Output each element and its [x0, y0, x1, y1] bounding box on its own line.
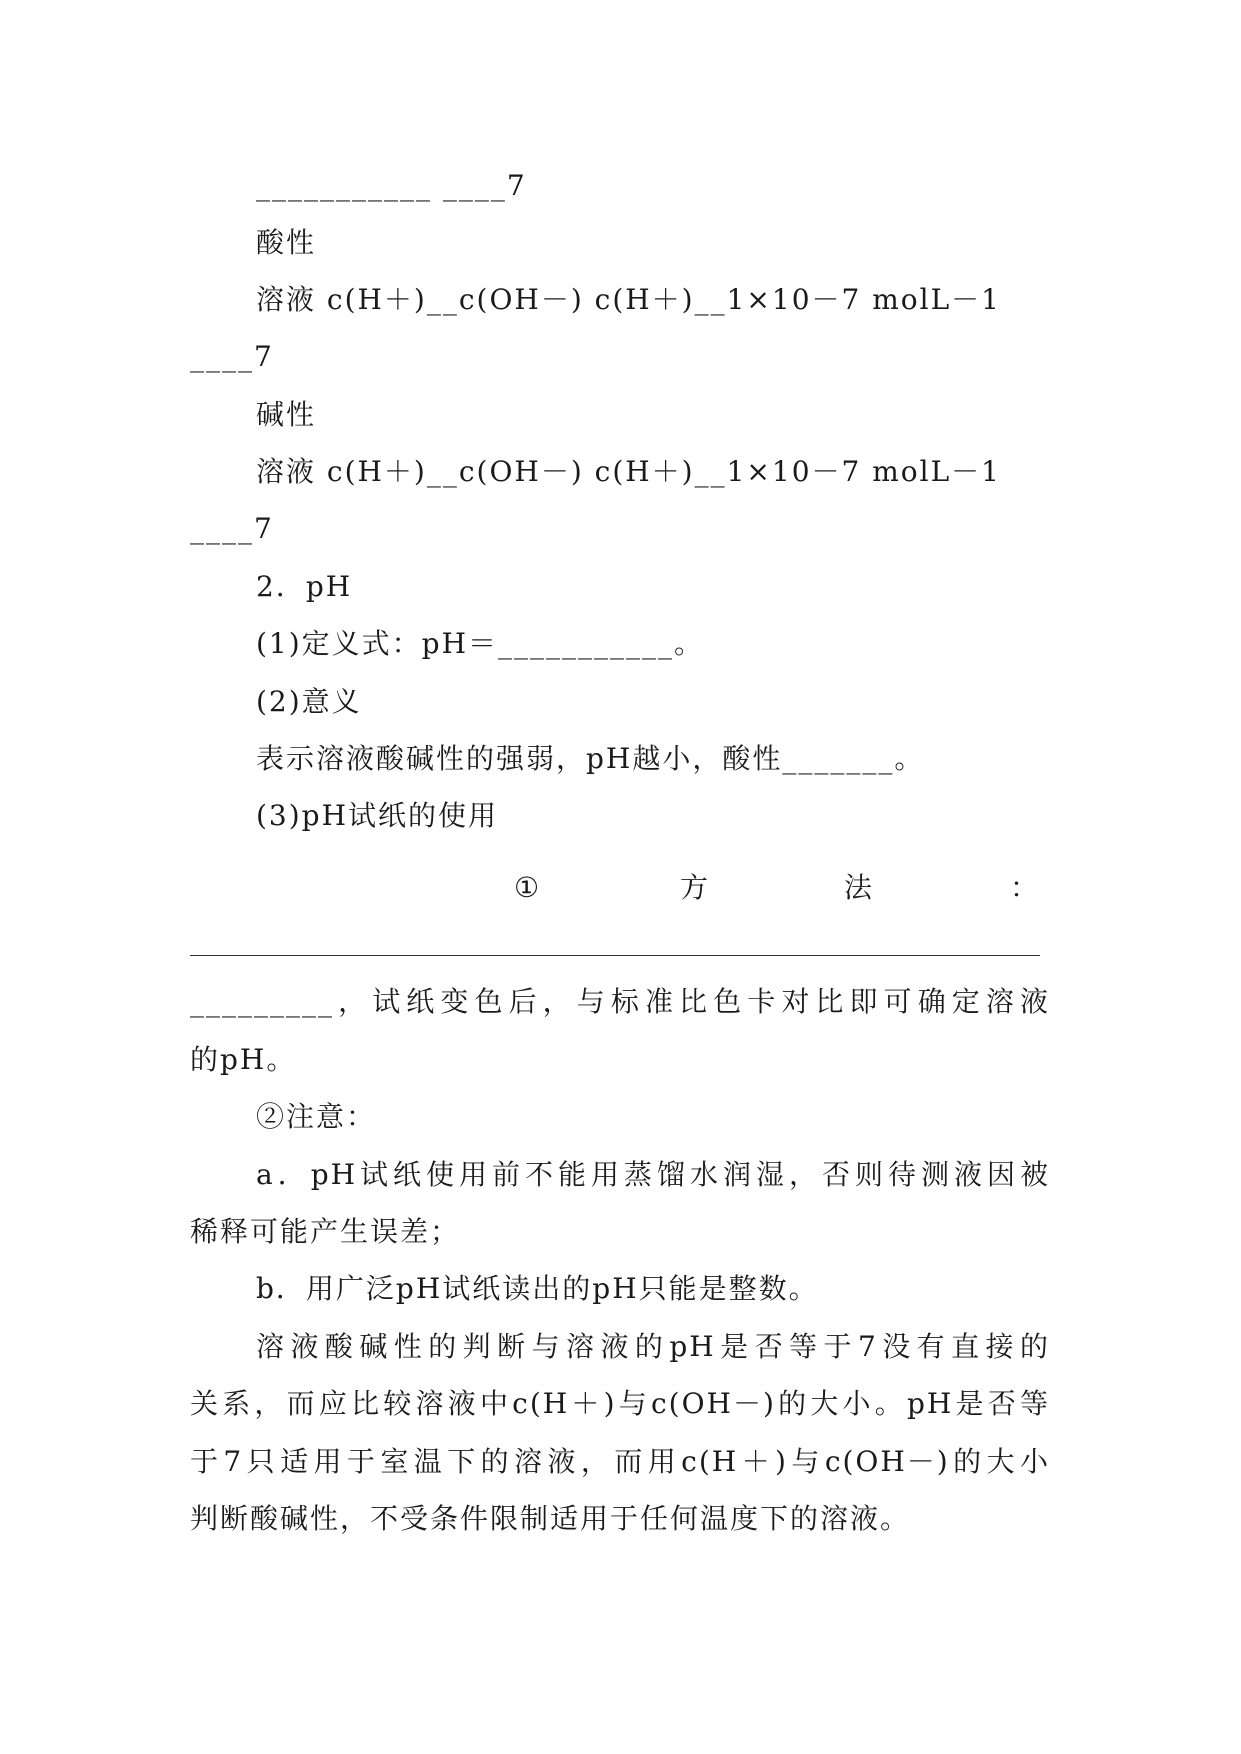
ph-paper-heading: (3)pH试纸的使用: [256, 799, 499, 832]
heading-acidic: 酸性: [256, 226, 317, 259]
meaning-heading: (2)意义: [256, 685, 362, 718]
method-char-2: 法: [844, 871, 873, 904]
method-text-line-2: 的pH。: [190, 1043, 297, 1076]
method-line: [190, 868, 1050, 908]
summary-line-4: 判断酸碱性，不受条件限制适用于任何温度下的溶液。: [190, 1502, 911, 1535]
note-heading: ②注意：: [256, 1100, 377, 1133]
note-b-line: b．用广泛pH试纸读出的pH只能是整数。: [256, 1272, 819, 1305]
summary-line-3: 于7只适用于室温下的溶液，而用c(H＋)与c(OH－)的大小: [190, 1445, 1050, 1478]
acidic-ph-blank: ____7: [190, 340, 274, 373]
method-char-1: 方: [680, 871, 709, 904]
method-colon: ：: [1010, 871, 1039, 904]
meaning-text: 表示溶液酸碱性的强弱，pH越小，酸性_______。: [256, 742, 925, 775]
definition-line: (1)定义式：pH＝___________。: [256, 627, 705, 660]
heading-basic: 碱性: [256, 398, 317, 431]
basic-ph-blank: ____7: [190, 512, 274, 545]
acidic-solution-line: 溶液 c(H＋)__c(OH－) c(H＋)__1×10－7 molL－1: [256, 283, 1001, 316]
summary-line-2: 关系，而应比较溶液中c(H＋)与c(OH－)的大小。pH是否等: [190, 1387, 1050, 1420]
basic-solution-line: 溶液 c(H＋)__c(OH－) c(H＋)__1×10－7 molL－1: [256, 455, 1001, 488]
note-a-line-2: 稀释可能产生误差；: [190, 1215, 461, 1248]
summary-line-1: 溶液酸碱性的判断与溶液的pH是否等于7没有直接的: [256, 1330, 1050, 1363]
note-a-line-1: a．pH试纸使用前不能用蒸馏水润湿，否则待测液因被: [256, 1158, 1050, 1191]
method-text-line-1: _________，试纸变色后，与标准比色卡对比即可确定溶液: [190, 985, 1050, 1018]
blank-line-neutral: ___________ ____7: [256, 169, 527, 202]
method-blank-rule: [190, 955, 1040, 956]
method-number: ①: [514, 871, 540, 904]
section-ph-heading: 2．pH: [256, 570, 353, 603]
